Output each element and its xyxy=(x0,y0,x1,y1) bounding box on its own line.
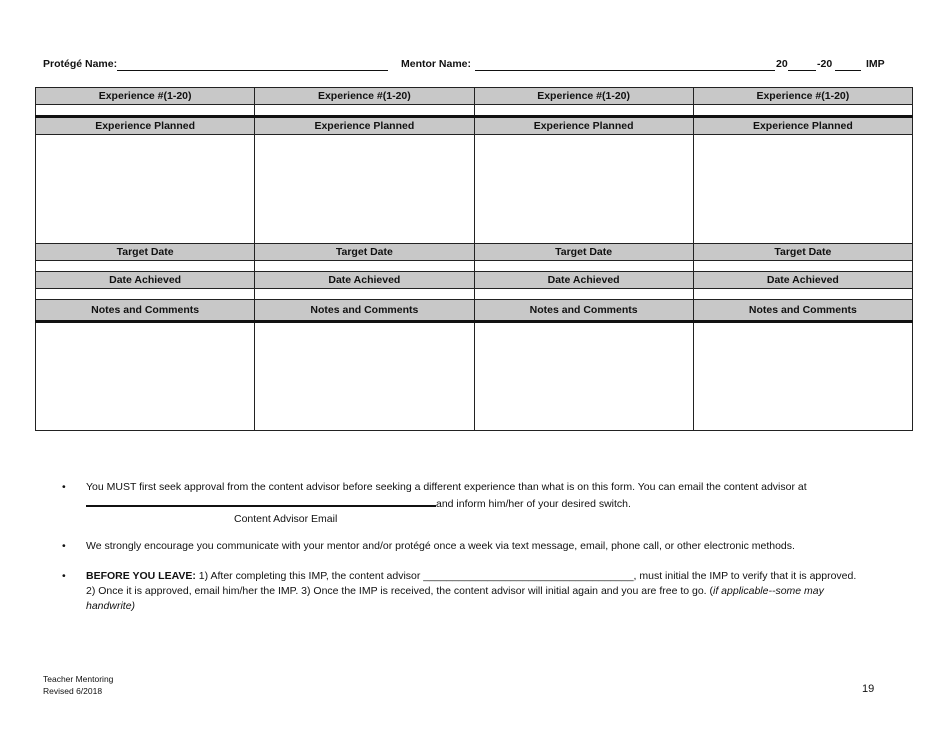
before-leave-text xyxy=(86,569,862,614)
date-achieved-header: Date Achieved xyxy=(36,272,255,289)
date-achieved-cell[interactable] xyxy=(36,289,255,300)
notes-row xyxy=(36,322,913,431)
notes-cell[interactable] xyxy=(693,322,912,431)
experience-planned-cell[interactable] xyxy=(255,135,474,244)
footer-info xyxy=(43,673,113,697)
target-row xyxy=(36,261,913,272)
achieved-row xyxy=(36,289,913,300)
year-prefix: 20 xyxy=(776,58,788,70)
target-date-cell[interactable] xyxy=(36,261,255,272)
instruction-approval xyxy=(62,480,862,527)
experience-number-header: Experience #(1-20) xyxy=(36,88,255,105)
experience-number-cell[interactable] xyxy=(474,105,693,117)
date-achieved-header: Date Achieved xyxy=(474,272,693,289)
target-date-header: Target Date xyxy=(693,244,912,261)
experience-planned-header: Experience Planned xyxy=(36,117,255,135)
target-date-header: Target Date xyxy=(36,244,255,261)
instruction-communicate xyxy=(62,539,862,554)
target-date-header: Target Date xyxy=(255,244,474,261)
date-achieved-header: Date Achieved xyxy=(693,272,912,289)
experience-planned-header: Experience Planned xyxy=(255,117,474,135)
footer-revised: Revised 6/2018 xyxy=(43,686,103,696)
planned-header-row xyxy=(36,117,913,135)
notes-cell[interactable] xyxy=(36,322,255,431)
experience-number-cell[interactable] xyxy=(36,105,255,117)
approval-text: You MUST first seek approval from the content advisor before seeking a different experience than what is on this form. You can email the content advisor at xyxy=(86,481,807,493)
approval-email-row xyxy=(86,495,862,512)
target-date-cell[interactable] xyxy=(693,261,912,272)
experience-number-row xyxy=(36,105,913,117)
approval-text-continued: and inform him/her of your desired switch. xyxy=(436,498,631,510)
instructions-list xyxy=(62,480,862,614)
form-header xyxy=(43,58,893,72)
notes-header: Notes and Comments xyxy=(693,300,912,322)
content-advisor-email-field[interactable] xyxy=(86,495,436,507)
date-achieved-cell[interactable] xyxy=(255,289,474,300)
before-leave-label: BEFORE YOU LEAVE: xyxy=(86,570,196,582)
notes-cell[interactable] xyxy=(474,322,693,431)
experience-planned-cell[interactable] xyxy=(36,135,255,244)
experience-number-header: Experience #(1-20) xyxy=(255,88,474,105)
instruction-before-leave xyxy=(62,569,862,614)
communicate-text: We strongly encourage you communicate with your mentor and/or protégé once a week via text message, email, phone call, or other electronic methods. xyxy=(86,540,795,552)
target-date-cell[interactable] xyxy=(255,261,474,272)
experience-planned-header: Experience Planned xyxy=(474,117,693,135)
notes-cell[interactable] xyxy=(255,322,474,431)
notes-header: Notes and Comments xyxy=(255,300,474,322)
imp-label: IMP xyxy=(866,58,885,70)
experience-planned-cell[interactable] xyxy=(474,135,693,244)
experience-number-header: Experience #(1-20) xyxy=(693,88,912,105)
content-advisor-email-caption: Content Advisor Email xyxy=(234,513,338,525)
year-end-field[interactable] xyxy=(835,70,861,71)
experience-planned-cell[interactable] xyxy=(693,135,912,244)
bullet-icon: • xyxy=(62,481,66,493)
experience-planned-header: Experience Planned xyxy=(693,117,912,135)
notes-header: Notes and Comments xyxy=(474,300,693,322)
mentor-name-field[interactable] xyxy=(475,70,775,71)
mentor-name-label: Mentor Name: xyxy=(401,58,472,70)
bullet-icon: • xyxy=(62,540,66,552)
notes-header-row xyxy=(36,300,913,322)
year-start-field[interactable] xyxy=(788,70,816,71)
protege-name-field[interactable] xyxy=(117,70,388,71)
target-date-cell[interactable] xyxy=(474,261,693,272)
target-header-row xyxy=(36,244,913,261)
achieved-header-row xyxy=(36,272,913,289)
planned-row xyxy=(36,135,913,244)
protege-name-label: Protégé Name: xyxy=(43,58,118,70)
year-mid: -20 xyxy=(817,58,833,70)
before-leave-steps: 1) After completing this IMP, the content advisor ____________________________________, must initial the IMP to verify that it is approved. 2) Once it is approved, email him/her the IMP. 3) Once the IMP is received, the content advisor will initial again and you are free to go. ( xyxy=(86,570,857,597)
before-leave-note: if applicable--some may handwrite) xyxy=(86,585,824,612)
experience-header-row xyxy=(36,88,913,105)
bullet-icon: • xyxy=(62,570,66,582)
experience-grid xyxy=(35,87,913,431)
page-number: 19 xyxy=(862,683,875,695)
date-achieved-cell[interactable] xyxy=(693,289,912,300)
experience-number-header: Experience #(1-20) xyxy=(474,88,693,105)
date-achieved-cell[interactable] xyxy=(474,289,693,300)
experience-number-cell[interactable] xyxy=(255,105,474,117)
target-date-header: Target Date xyxy=(474,244,693,261)
experience-number-cell[interactable] xyxy=(693,105,912,117)
date-achieved-header: Date Achieved xyxy=(255,272,474,289)
footer-program: Teacher Mentoring xyxy=(43,674,114,684)
notes-header: Notes and Comments xyxy=(36,300,255,322)
